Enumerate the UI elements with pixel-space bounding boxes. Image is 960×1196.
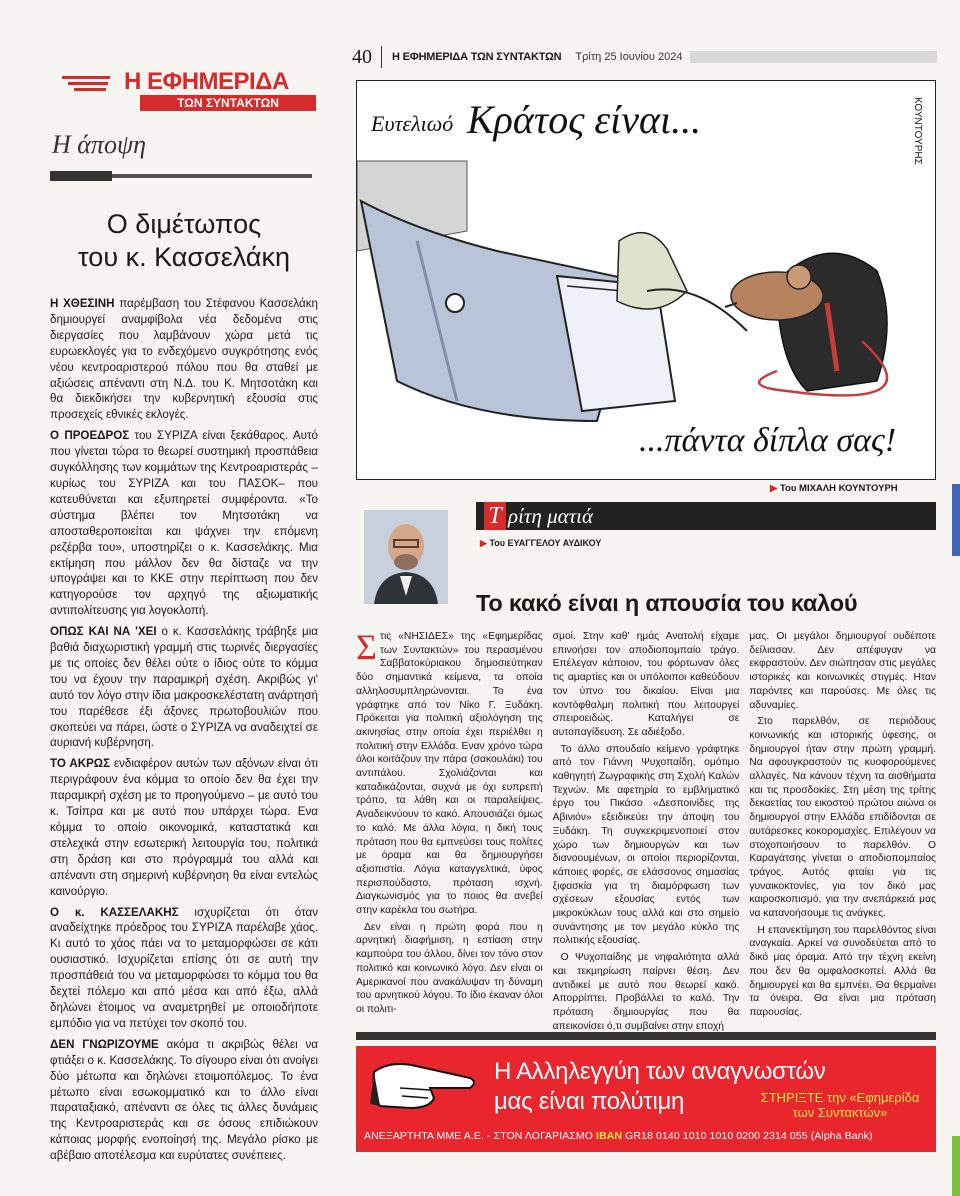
edge-color-mark <box>952 1136 960 1196</box>
editorial-headline-line1: Ο διμέτωπος <box>106 209 262 239</box>
series-title: ρίτη ματιά <box>508 504 594 528</box>
paragraph-lead: ΤΟ ΑΚΡΩΣ <box>50 757 111 771</box>
editorial-body <box>50 296 318 1164</box>
column-body <box>356 627 937 1032</box>
column-series-header <box>476 502 936 530</box>
ad-support-line1: ΣΤΗΡΙΞΤΕ την «Εφημερίδα <box>760 1090 920 1105</box>
series-initial: Τ <box>484 502 506 530</box>
paragraph-lead: ΟΠΩΣ ΚΑΙ ΝΑ 'ΧΕΙ <box>50 625 157 639</box>
column-paragraph: σμοί. Στην καθ' ημάς Ανατολή είχαμε επινοήσει τον αποδιοπομπαίο τράγο. Επέλεγαν κάποιον, του φόρτωναν όλες τις αμαρτίες και οι υπόλοιποι καθεύδουν τον ύπνο του δικαίου. Είναι μια κοντόφθαλμη πολιτική που λειτουργεί σπειροειδώς. Καταλήγει σε αυτοπαγίδευση. Σε αδιέξοδο. <box>552 631 740 738</box>
paragraph-lead: Ο ΠΡΟΕΔΡΟΣ <box>50 429 130 443</box>
editorial-paragraph <box>50 428 318 619</box>
masthead-subtitle: ΤΩΝ ΣΥΝΤΑΚΤΩΝ <box>140 95 316 111</box>
column-paragraph: Δεν είναι η πρώτη φορά που η αρνητική διαφήμιση, η εστίαση στην καμπούρα του άλλου, δίνει τον τόνο στον πολιτικό και κοινωνικό λόγο. Δεν είναι οι Αμερικανοί που ανακάλυψαν τη δύναμη του αρνητικού λόγου. Το ίδιο έκαναν όλοι οι πολιτι- <box>356 921 543 1015</box>
ad-bank: (Alpha Bank) <box>810 1130 873 1142</box>
text-column-2 <box>552 630 740 1032</box>
solidarity-ad[interactable] <box>356 1046 936 1152</box>
masthead <box>50 62 318 112</box>
column-author <box>480 538 601 549</box>
editorial-column <box>50 62 318 1169</box>
ad-iban-label: IBAN <box>596 1130 623 1142</box>
paragraph-text: ενδιαφέρον αυτών των αξόνων είναι ότι περιγράφουν ένα κόμμα το οποίο δεν θα έχει την παραμικρή σχέση με το προηγούμενο – με αυτό του κ. Τσίπρα και με αυτό που υπάρχει τώρα. Ενα κόμμα το οποίο οικονομικά, καταστατικά και στελεχικά στην εσωτερική λειτουργία του, πολιτικά στη δράση και στο πρόγραμμά του αλλά και απέναντι στη σημερινή κυβέρνηση θα είναι εντελώς καινούργιο. <box>50 757 318 898</box>
text-column-3 <box>749 630 936 1020</box>
author-prefix: Του <box>489 538 506 548</box>
section-title: Η άποψη <box>52 130 146 159</box>
avatar <box>364 510 448 604</box>
paragraph-text: παρέμβαση του Στέφανου Κασσελάκη δημιουργεί αναμφίβολα νέα δεδομένα στις διεργασίες που λαμβάνουν χώρα μετά τις ευρωεκλογές για το ενδεχόμενο συγκρότησης ενός νέου κεντροαριστερού πόλου που θα σταθεί με αξιώσεις απέναντι στη Ν.Δ. του Κ. Μητσοτάκη και θα διεκδικήσει την κυβερνητική εξουσία στις προσεχείς εθνικές εκλογές. <box>50 297 318 422</box>
paper-name: Η ΕΦΗΜΕΡΙΔΑ ΤΩΝ ΣΥΝΤΑΚΤΩΝ <box>392 51 562 63</box>
editorial-paragraph <box>50 905 318 1032</box>
author-photo <box>364 510 448 604</box>
column-headline: Το κακό είναι η απουσία του καλού <box>476 590 858 616</box>
ad-support-line2: των Συντακτών» <box>792 1105 888 1120</box>
credit-name: ΜΙΧΑΛΗ ΚΟΥΝΤΟΥΡΗ <box>799 483 898 494</box>
editorial-headline <box>50 208 318 274</box>
paragraph-text: ακόμα τι ακριβώς θέλει να φτιάξει ο κ. Κασσελάκης. Το σίγουρο είναι ότι ανοίγει δύο μέτωπα και δηλώνει ετοιμοπόλεμος. Το ένα μέτωπο είναι εσωκομματικό και το άλλο είναι παραταξιακό, απέναντι σε όλες τις άλλες δυνάμεις της Κεντροαριστεράς και σε όσους επιδιώκουν κάποιας μορφής ενοποίησή της. Μεγάλο ρίσκο με αβέβαιο αποτέλεσμα και ευρύτατες συνέπειες. <box>50 1037 318 1163</box>
pointing-hand-icon <box>370 1054 478 1120</box>
masthead-brand: Η ΕΦΗΜΕΡΙΔΑ <box>124 68 289 95</box>
arrow-icon: ▶ <box>480 538 487 548</box>
paragraph-text: του ΣΥΡΙΖΑ είναι ξεκάθαρος. Αυτό που γίνεται τώρα το θεωρεί συστημική προσπάθεια συγκόλλησης των κομμάτων της Κεντροαριστεράς –κυρίως του ΣΥΡΙΖΑ και του ΠΑΣΟΚ– που κατευθύνεται και εξυπηρετεί συμφέροντα. «Το σύστημα βλέπει τον Μητσοτάκη να αποσταθεροποιείται και ψάχνει την επόμενη ρεζέρβα του», υποστηρίζει ο κ. Κασσελάκης. Μια εκτίμηση που μάλλον δεν θα δίσταζε να την υπογράψει και το ΚΚΕ στην περίπτωση που δεν κατηγορούσε τον αρχηγό της αξιωματικής αντιπολίτευσης για λογοκλοπή. <box>50 429 319 618</box>
paragraph-lead: ΔΕΝ ΓΝΩΡΙΖΟΥΜΕ <box>50 1037 159 1051</box>
cartoon-caption-small: Ευτελιωό <box>371 111 454 136</box>
column-paragraph: Η επανεκτίμηση του παρελθόντος είναι αναγκαία. Αρκεί να συνοδεύεται από το δικό μας όραμα. Από την τέχνη εκείνη που δεν θα ομφαλοσκοπεί. Αλλά θα δημιουργεί και θα εμπνέει. Θα θερμαίνει τα όνειρα. Θα είναι μια πρόταση παρουσίας. <box>749 924 937 1018</box>
cartoon-caption-big: Κράτος είναι... <box>467 97 702 142</box>
header-fill-bar <box>690 51 937 63</box>
column-paragraph: Ο Ψυχοπαίδης με νηφαλιότητα αλλά και τεκμηρίωση παίρνει θέση. Δεν αντιδικεί με αυτό που θεωρεί κακό. Απορρίπτει. Προβάλλει το καλό. Την πρόταση δημιουργίας που θα απεικονίσει ό,τι συμβαίνει στην εποχή <box>552 952 740 1032</box>
column-paragraph: Στο παρελθόν, σε περιόδους κοινωνικής και ιστορικής ύφεσης, οι δημιουργοί ήταν στην πρώτη γραμμή. Να αφουγκραστούν τις κυοφορούμενες αλλαγές. Να κάνουν τέχνη τα αισθήματα και τις προσδοκίες. Στη μέση της τρίτης δεκαετίας του εικοστού πρώτου αιώνα οι δημιουργοί στην Ελλάδα επιδίδονται σε αυτάρεσκες κοκορομαχίες. Επιλέγουν να στοχοποιήσουν το παρελθόν. Ο Καραγάτσης γίνεται ο αποδιοπομπαίος τράγος. Αυτός φταίει για τις γυναικοκτονίες, για τον δικό μας καιροσκοπισμό, για την ανεπάρκειά μας να κατανοήσουμε τις ανάγκες. <box>749 716 937 920</box>
dropcap: Σ <box>356 627 377 667</box>
cartoon <box>356 80 936 480</box>
ad-title-line1: Η Αλληλεγγύη των αναγνωστών <box>494 1058 826 1085</box>
text-column-1 <box>356 627 543 1020</box>
author-name: ΕΥΑΓΓΕΛΟΥ ΑΥΔΙΚΟΥ <box>507 538 602 548</box>
editorial-paragraph <box>50 756 318 899</box>
page-header <box>352 47 937 67</box>
ad-title-line2: μας είναι πολύτιμη <box>494 1088 685 1115</box>
ad-account-text: ΑΝΕΞΑΡΤΗΤΑ ΜΜΕ Α.Ε. - ΣΤΟΝ ΛΟΓΑΡΙΑΣΜΟ <box>364 1130 594 1142</box>
editorial-paragraph <box>50 296 318 423</box>
arrow-icon: ▶ <box>770 483 778 494</box>
paragraph-text: ο κ. Κασσελάκης τράβηξε μια βαθιά διαχωριστική γραμμή στις τωρινές διεργασίες με τις οποίες δεν θέλει ούτε ο ίδιος ούτε το κόμμα του να έχουν την παραμικρή σχέση. Ακριβώς γι' αυτό τον λόγο στην ίδια μακροσκελέστατη ανάρτησή του παρέθεσε έξι άξονες πρωτοβουλιών που σκοπεύει να πάρει, ώστε ο ΣΥΡΙΖΑ να αναδειχτεί σε αυριανή κυβέρνηση. <box>50 625 318 750</box>
cartoon-signature: ΚΟΥΝΤΟΥΡΗΣ <box>912 97 923 165</box>
paragraph-text: τις «ΝΗΣΙΔΕΣ» της «Εφημερίδας των Συντακτών» του περασμένου Σαββατοκύριακου δημοσιεύτηκαν δύο σημαντικά κείμενα, τα οποία αλληλοσυμπληρώνονται. Το ένα γράφτηκε από τον Νίκο Γ. Ξυδάκη. Πρόκειται για πολιτική αξιολόγηση της ακινησίας στην οποία έχει περιέλθει η πολιτική στην Ελλάδα. Εναν χρόνο τώρα όλοι κοιτάζουν την πάρα (σακουλάκι) του αντιπάλου. Σχολιάζονται και καταδικάζονται, συχνά με όχι ευπρεπή τρόπο, τα λάθη και οι παραλείψεις. Αναδεικνύουν το κακό. Απουσιάζει όμως το καλό. Με άλλα λόγια, η δική τους πρόταση που θα εμπνεύσει τους πολίτες με όραμα και θα δημιουργήσει αξιοπιστία. Λόγια καταγγελτικά, ύφος περισπούδαστο, πρόταση ισχνή. Διαγκωνισμός για το ποιος θα ανεβεί στην καρέκλα του σωτήρα. <box>356 631 543 917</box>
column-paragraph: μας. Οι μεγάλοι δημιουργοί ουδέποτε δείλιασαν. Δεν απέφυγαν να εκφραστούν. Δεν σιώπησαν στις μεγάλες ιστορικές και κοινωνικές στιγμές. Ηταν παρόντες και παρούσες. Με όλες τις αδυναμίες. <box>749 631 937 711</box>
ad-divider <box>356 1032 936 1040</box>
column-paragraph: Το άλλο σπουδαίο κείμενο γράφτηκε από τον Γιάννη Ψυχοπαίδη, ομότιμο καθηγητή Ζωγραφικής στη Σχολή Καλών Τεχνών. Με αφετηρία το εμβληματικό έργο του Πικάσο «Δεσποινίδες της Αβινιόν» εξειδικεύει την άποψη του Ξυδάκη. Τη συγκεκριμενοποιεί στον χώρο των δημιουργών και των διανοουμένων, οι οποίοι περιορίζονται, κάποιες φορές, σε ελάσσονος σημασίας ξιφασκία για τη διαμόρφωση των σχέσεων εξουσίας εντός των μικροκύκλων τους αλλά και στο σημείο συνάντησης με τον μεγάλο κύκλο της πολιτικής εξουσίας. <box>552 743 740 947</box>
column-paragraph <box>356 627 543 918</box>
paragraph-lead: Η ΧΘΕΣΙΝΗ <box>50 297 115 310</box>
ad-iban: GR18 0140 1010 1010 0200 2314 055 <box>625 1130 808 1142</box>
edge-color-mark <box>952 484 960 556</box>
editorial-headline-line2: του κ. Κασσελάκη <box>78 242 290 272</box>
issue-date: Τρίτη 25 Ιουνίου 2024 <box>575 51 683 63</box>
cartoon-caption-bottom: ...πάντα δίπλα σας! <box>639 422 897 459</box>
editorial-paragraph <box>50 1037 318 1164</box>
paragraph-lead: Ο κ. ΚΑΣΣΕΛΑΚΗΣ <box>50 905 179 919</box>
cartoon-drawing <box>357 81 934 478</box>
section-rule <box>50 174 312 178</box>
page-number: 40 <box>352 46 382 68</box>
editorial-paragraph <box>50 624 318 751</box>
masthead-stripes-icon <box>62 76 110 92</box>
ad-support-text <box>756 1090 924 1120</box>
cartoon-credit <box>770 483 898 494</box>
credit-prefix: Του <box>779 483 797 494</box>
paragraph-text: ισχυρίζεται ότι όταν αναδείχτηκε πρόεδρος του ΣΥΡΙΖΑ παρέλαβε χάος. Κι αυτό το χάος πάει να το μεταμορφώσει σε κάτι ουσιαστικό. Ισχυρίζεται επίσης ότι σε αυτή την προσπάθειά του να μεταμορφώσει το κόμμα του θα δεχτεί πόλεμο και από μέσα και από έξω, αλλά δηλώνει έτοιμος να αναμετρηθεί με οποιοδήποτε εμπόδιο για να πετύχει τον σκοπό του. <box>50 905 318 1030</box>
ad-account-line <box>364 1130 873 1142</box>
